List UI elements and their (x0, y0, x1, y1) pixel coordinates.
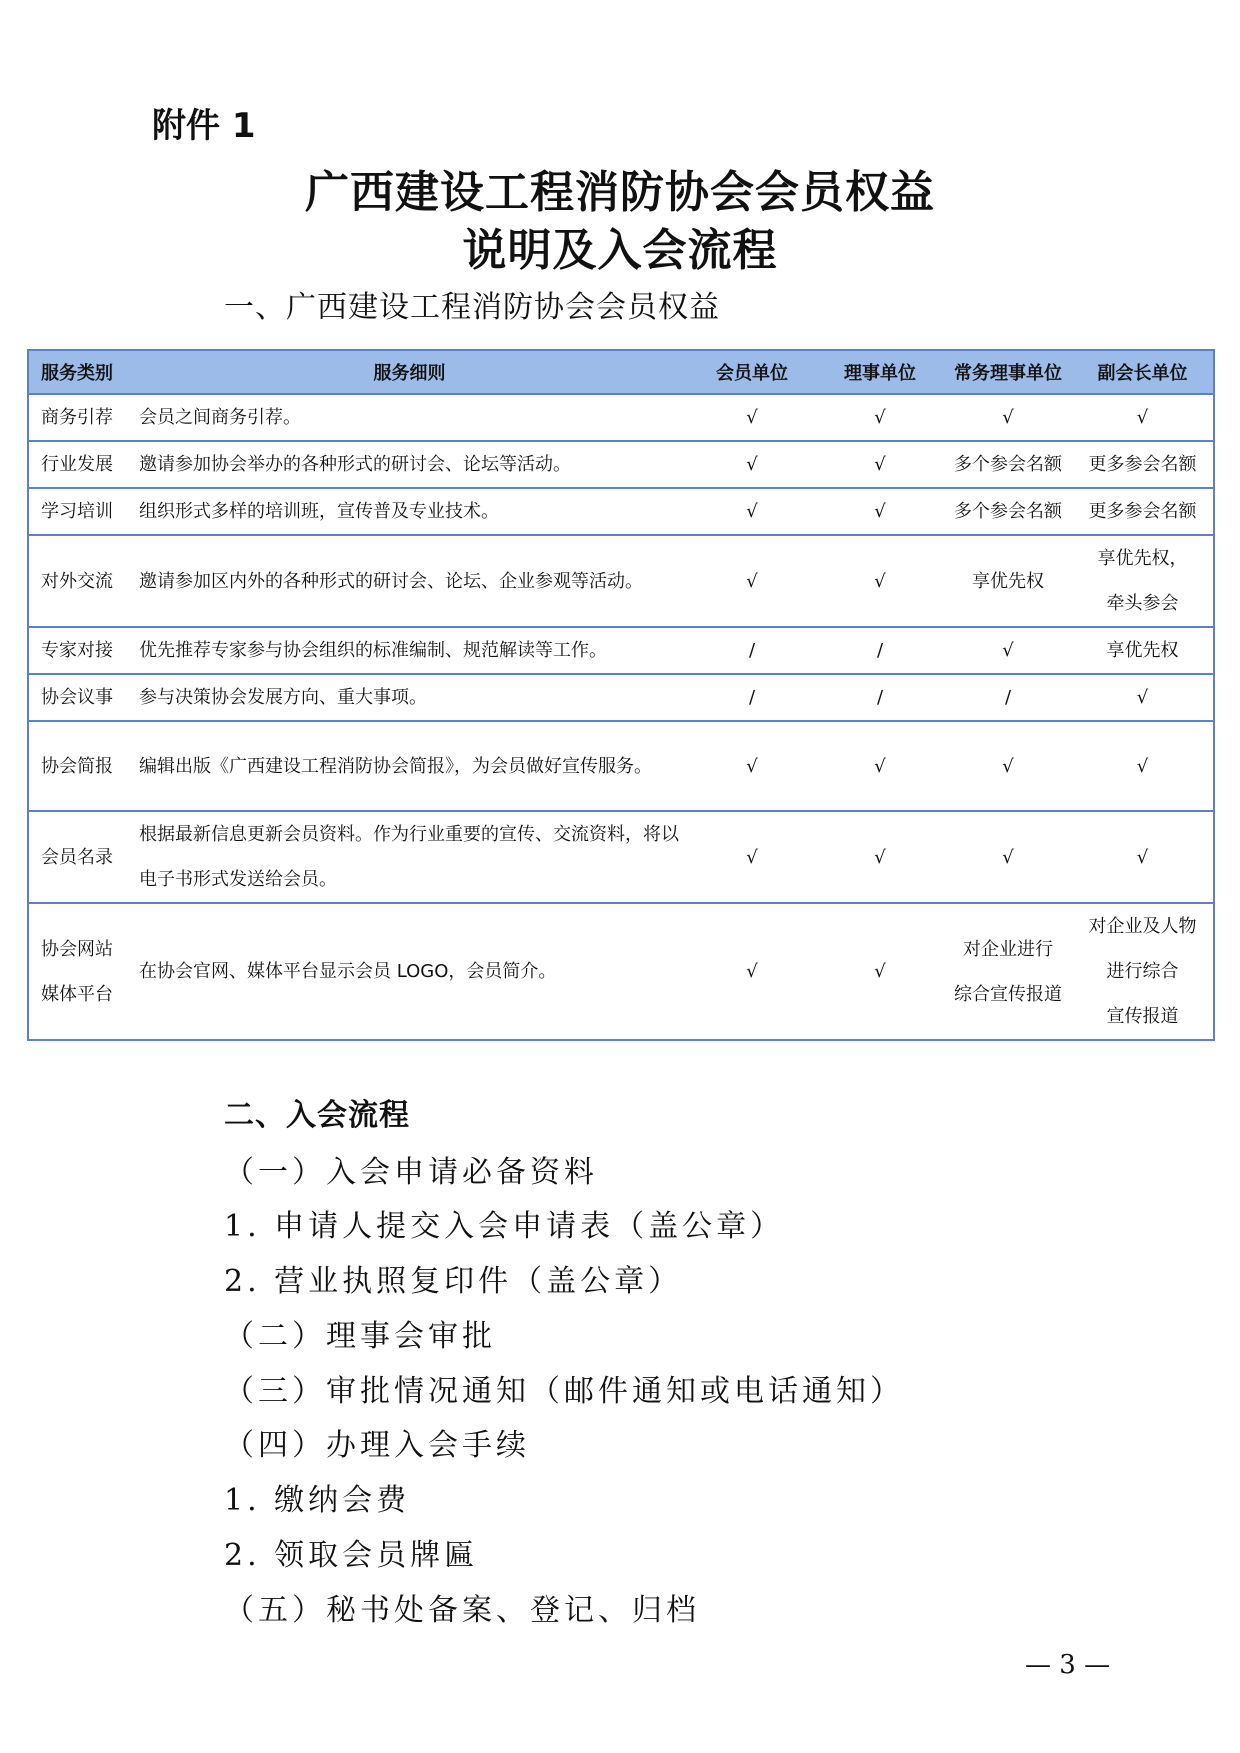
row-standing: √ (944, 394, 1072, 441)
row-member: √ (688, 721, 816, 811)
title-line-1: 广西建设工程消防协会会员权益 (305, 167, 935, 218)
row-category: 协会简报 (28, 721, 131, 811)
header-vice-president: 副会长单位 (1072, 350, 1214, 394)
row-category: 协会议事 (28, 674, 131, 721)
row-detail: 邀请参加协会举办的各种形式的研讨会、论坛等活动。 (131, 441, 688, 488)
row-vice: 享优先权 (1072, 627, 1214, 674)
table-row (28, 903, 1214, 1040)
row-vice: 享优先权， 牵头参会 (1072, 535, 1214, 627)
row-director: √ (816, 394, 944, 441)
row-director: √ (816, 903, 944, 1040)
row-category: 行业发展 (28, 441, 131, 488)
process-step: 1. 缴纳会费 (224, 1483, 411, 1518)
row-detail: 优先推荐专家参与协会组织的标准编制、规范解读等工作。 (131, 627, 688, 674)
process-step: （一）入会申请必备资料 (224, 1155, 598, 1190)
header-detail: 服务细则 (131, 350, 688, 394)
row-category: 协会网站 媒体平台 (28, 903, 131, 1040)
row-category: 会员名录 (28, 811, 131, 903)
table-row (28, 535, 1214, 627)
attachment-label: 附件 1 (152, 106, 256, 146)
row-member: / (688, 674, 816, 721)
table-row (28, 627, 1214, 674)
row-director: √ (816, 535, 944, 627)
row-category: 对外交流 (28, 535, 131, 627)
process-step: （三）审批情况通知（邮件通知或电话通知） (224, 1374, 904, 1409)
row-member: √ (688, 441, 816, 488)
table-row (28, 394, 1214, 441)
row-detail: 在协会官网、媒体平台显示会员 LOGO，会员简介。 (131, 903, 688, 1040)
header-member: 会员单位 (688, 350, 816, 394)
row-standing: √ (944, 627, 1072, 674)
row-standing: 多个参会名额 (944, 441, 1072, 488)
row-vice: √ (1072, 674, 1214, 721)
table-row (28, 721, 1214, 811)
row-standing: / (944, 674, 1072, 721)
row-vice: 更多参会名额 (1072, 488, 1214, 535)
header-standing-director: 常务理事单位 (944, 350, 1072, 394)
row-member: √ (688, 811, 816, 903)
row-category: 学习培训 (28, 488, 131, 535)
row-detail: 组织形式多样的培训班，宣传普及专业技术。 (131, 488, 688, 535)
row-member: √ (688, 903, 816, 1040)
process-step: （二）理事会审批 (224, 1319, 496, 1354)
section-2-heading: 二、入会流程 (224, 1098, 410, 1133)
title-line-2: 说明及入会流程 (462, 225, 778, 276)
row-detail: 邀请参加区内外的各种形式的研讨会、论坛、企业参观等活动。 (131, 535, 688, 627)
row-member: √ (688, 394, 816, 441)
row-standing: √ (944, 721, 1072, 811)
header-director: 理事单位 (816, 350, 944, 394)
row-detail: 根据最新信息更新会员资料。作为行业重要的宣传、交流资料，将以电子书形式发送给会员。 (131, 811, 688, 903)
row-detail: 参与决策协会发展方向、重大事项。 (131, 674, 688, 721)
page-number: — 3 — (1025, 1650, 1111, 1680)
row-director: √ (816, 488, 944, 535)
row-director: √ (816, 721, 944, 811)
row-vice: √ (1072, 721, 1214, 811)
row-director: / (816, 627, 944, 674)
process-step: 2. 营业执照复印件（盖公章） (224, 1264, 683, 1299)
row-standing: 享优先权 (944, 535, 1072, 627)
row-director: √ (816, 441, 944, 488)
table-row (28, 488, 1214, 535)
row-member: √ (688, 535, 816, 627)
process-step: 1. 申请人提交入会申请表（盖公章） (224, 1209, 785, 1244)
row-director: / (816, 674, 944, 721)
table-header-row (28, 350, 1214, 394)
section-1-heading: 一、广西建设工程消防协会会员权益 (224, 290, 720, 325)
process-step: 2. 领取会员牌匾 (224, 1538, 479, 1573)
process-step: （四）办理入会手续 (224, 1428, 530, 1463)
row-vice: √ (1072, 811, 1214, 903)
row-member: / (688, 627, 816, 674)
row-detail: 会员之间商务引荐。 (131, 394, 688, 441)
table-row (28, 441, 1214, 488)
row-director: √ (816, 811, 944, 903)
row-standing: 对企业进行 综合宣传报道 (944, 903, 1072, 1040)
row-vice: 对企业及人物 进行综合 宣传报道 (1072, 903, 1214, 1040)
row-detail: 编辑出版《广西建设工程消防协会简报》，为会员做好宣传服务。 (131, 721, 688, 811)
row-member: √ (688, 488, 816, 535)
benefits-table (27, 349, 1215, 1041)
table-row (28, 811, 1214, 903)
process-step: （五）秘书处备案、登记、归档 (224, 1593, 700, 1628)
table-row (28, 674, 1214, 721)
row-standing: 多个参会名额 (944, 488, 1072, 535)
row-category: 专家对接 (28, 627, 131, 674)
row-vice: √ (1072, 394, 1214, 441)
row-vice: 更多参会名额 (1072, 441, 1214, 488)
header-category: 服务类别 (28, 350, 131, 394)
row-category: 商务引荐 (28, 394, 131, 441)
row-standing: √ (944, 811, 1072, 903)
